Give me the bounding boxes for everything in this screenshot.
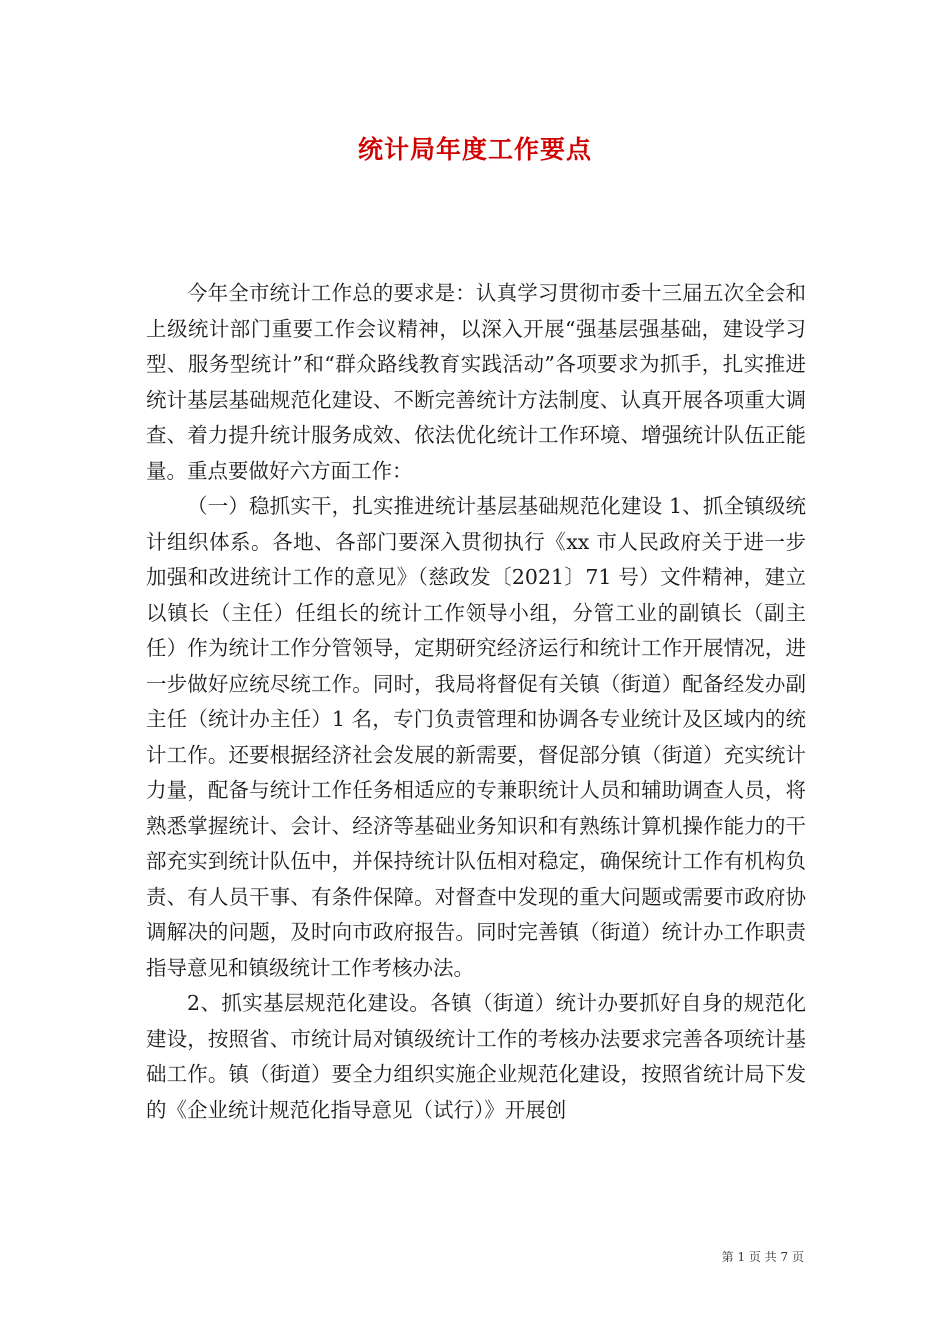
paragraph-section-1: （一）稳抓实干，扎实推进统计基层基础规范化建设 1、抓全镇级统计组织体系。各地、各部门要深入贯彻执行《xx 市人民政府关于进一步加强和改进统计工作的意见》（慈政发〔2021〕71 号）文件精神，建立以镇长（主任）任组长的统计工作领导小组，分管工业的副镇长（副主任）作为统计工作分管领导，定期研究经济运行和统计工作开展情况，进一步做好应统尽统工作。同时，我局将督促有关镇（街道）配备经发办副主任（统计办主任）1 名，专门负责管理和协调各专业统计及区域内的统计工作。还要根据经济社会发展的新需要，督促部分镇（街道）充实统计力量，配备与统计工作任务相适应的专兼职统计人员和辅助调查人员，将熟悉掌握统计、会计、经济等基础业务知识和有熟练计算机操作能力的干部充实到统计队伍中，并保持统计队伍相对稳定，确保统计工作有机构负责、有人员干事、有条件保障。对督查中发现的重大问题或需要市政府协调解决的问题，及时向市政府报告。同时完善镇（街道）统计办工作职责指导意见和镇级统计工作考核办法。 — [146, 494, 806, 980]
document-title: 统计局年度工作要点 — [357, 135, 592, 164]
paragraph-section-2: 2、抓实基层规范化建设。各镇（街道）统计办要抓好自身的规范化建设，按照省、市统计局对镇级统计工作的考核办法要求完善各项统计基础工作。镇（街道）要全力组织实施企业规范化建设，按照省统计局下发的《企业统计规范化指导意见（试行）》开展创 — [146, 991, 806, 1122]
page-number-footer: 第 1 页 共 7 页 — [721, 1250, 804, 1264]
document-body — [146, 276, 806, 1128]
paragraph-intro: 今年全市统计工作总的要求是：认真学习贯彻市委十三届五次全会和上级统计部门重要工作会议精神，以深入开展“强基层强基础，建设学习型、服务型统计”和“群众路线教育实践活动”各项要求为抓手，扎实推进统计基层基础规范化建设、不断完善统计方法制度、认真开展各项重大调查、着力提升统计服务成效、依法优化统计工作环境、增强统计队伍正能量。重点要做好六方面工作： — [146, 281, 806, 483]
